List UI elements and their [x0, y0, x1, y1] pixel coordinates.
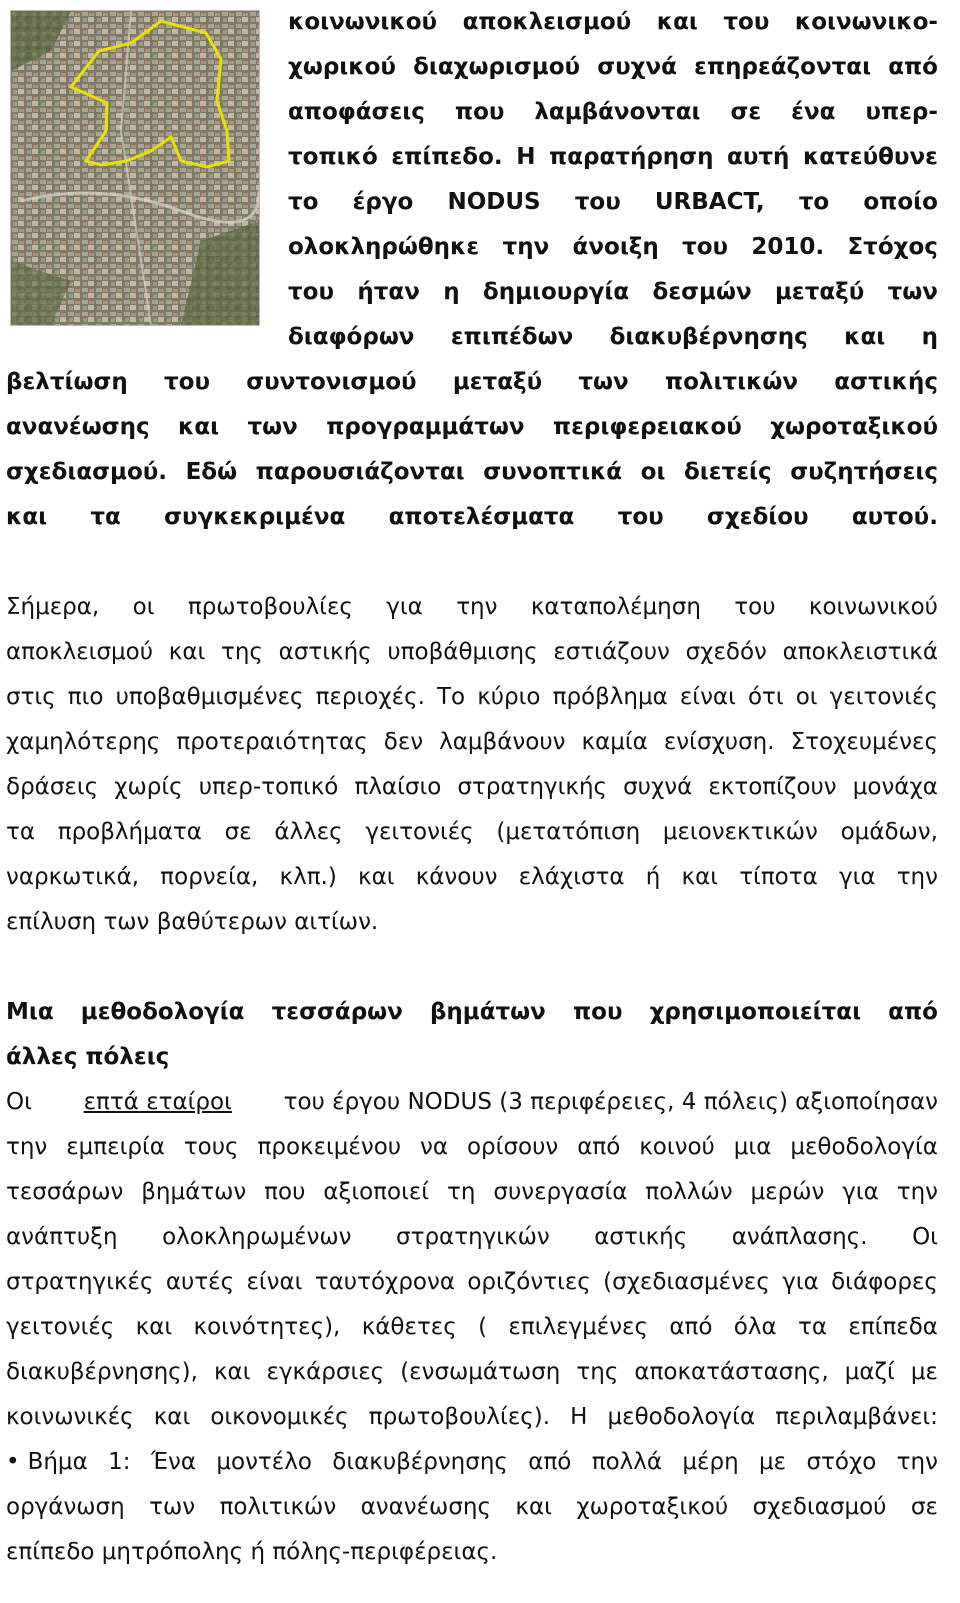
- text-line: [6, 495, 938, 540]
- heading-line: [6, 990, 938, 1035]
- line-text: διαφόρων επιπέδων διακυβέρνησης και η: [288, 324, 938, 350]
- line-text: στρατηγικές αυτές είναι ταυτόχρονα οριζόντιες (σχεδιασμένες για διάφορες: [6, 1269, 938, 1295]
- line-text: χωρικού διαχωρισμού συχνά επηρεάζονται από: [288, 54, 938, 80]
- heading-text: άλλες πόλεις: [6, 1044, 170, 1070]
- text-line: [6, 360, 938, 405]
- text-line: [288, 180, 938, 225]
- text-line: [288, 0, 938, 45]
- line-text: στις πιο υποβαθμισμένες περιοχές. Το κύριο πρόβλημα είναι ότι οι γειτονιές: [6, 684, 938, 710]
- line-text: ολοκληρώθηκε την άνοιξη του 2010. Στόχος: [288, 234, 938, 260]
- text-line: [6, 765, 938, 810]
- line-text: Σήμερα, οι πρωτοβουλίες για την καταπολέμηση του κοινωνικού: [6, 594, 938, 620]
- text-line: [6, 1305, 938, 1350]
- line-text: επίλυση των βαθύτερων αιτίων.: [6, 909, 379, 935]
- heading-line: [6, 1035, 938, 1080]
- spacer: [6, 540, 938, 585]
- line-text: βελτίωση του συντονισμού μεταξύ των πολιτικών αστικής: [6, 369, 938, 395]
- line-text: αποφάσεις που λαμβάνονται σε ένα υπερ-: [288, 99, 938, 125]
- text-line: [6, 1125, 938, 1170]
- line-text: αποκλεισμού και της αστικής υποβάθμισης εστιάζουν σχεδόν αποκλειστικά: [6, 639, 938, 665]
- line-text: δράσεις χωρίς υπερ-τοπικό πλαίσιο στρατηγικής συχνά εκτοπίζουν μονάχα: [6, 774, 938, 800]
- heading-text: Μια μεθοδολογία τεσσάρων βημάτων που χρησιμοποιείται από: [6, 999, 938, 1025]
- text-line: [6, 855, 938, 900]
- line-text: ανάπτυξη ολοκληρωμένων στρατηγικών αστικής ανάπλασης. Οι: [6, 1224, 938, 1250]
- line-text: τεσσάρων βημάτων που αξιοποιεί τη συνεργασία πολλών μερών για την: [6, 1179, 938, 1205]
- line-text: τοπικό επίπεδο. Η παρατήρηση αυτή κατεύθυνε: [288, 144, 938, 170]
- line-text: του ήταν η δημιουργία δεσμών μεταξύ των: [288, 279, 938, 305]
- text-line: [6, 675, 938, 720]
- text-line: [288, 45, 938, 90]
- paragraph-today: [6, 585, 938, 945]
- text-line: [288, 90, 938, 135]
- bullet-icon: •: [6, 1449, 20, 1475]
- text-line: [6, 1485, 938, 1530]
- line-text: διακυβέρνησης), και εγκάρσιες (ενσωμάτωση της αποκατάστασης, μαζί με: [6, 1359, 938, 1385]
- line-text: και τα συγκεκριμένα αποτελέσματα του σχεδίου αυτού.: [6, 504, 938, 530]
- line-text: χαμηλότερης προτεραιότητας δεν λαμβάνουν καμία ενίσχυση. Στοχευμένες: [6, 729, 938, 755]
- section-heading: [6, 990, 938, 1080]
- text-line: [288, 135, 938, 180]
- text-line: [6, 900, 938, 945]
- text-line: [6, 720, 938, 765]
- line-text: σχεδιασμού. Εδώ παρουσιάζονται συνοπτικά οι διετείς συζητήσεις: [6, 459, 938, 485]
- line-text: κοινωνικού αποκλεισμού και του κοινωνικο-: [288, 9, 938, 35]
- partners-link[interactable]: επτά εταίροι: [83, 1089, 232, 1115]
- text-line: [6, 450, 938, 495]
- text-line: [6, 1260, 938, 1305]
- text-line: [6, 1350, 938, 1395]
- line-text: επίπεδο μητρόπολης ή πόλης-περιφέρειας.: [6, 1539, 498, 1565]
- text-line: [6, 1080, 938, 1125]
- line-text: Βήμα 1: Ένα μοντέλο διακυβέρνησης από πολλά μέρη με στόχο την: [27, 1449, 938, 1475]
- line-text: Οι: [6, 1089, 32, 1115]
- text-line: [6, 405, 938, 450]
- text-line: [6, 630, 938, 675]
- text-line: [6, 1530, 938, 1575]
- spacer: [6, 945, 938, 990]
- line-text: το έργο NODUS του URBACT, το οποίο: [288, 189, 938, 215]
- line-text: γειτονιές και κοινότητες), κάθετες ( επιλεγμένες από όλα τα επίπεδα: [6, 1314, 938, 1340]
- line-text: ναρκωτικά, πορνεία, κλπ.) και κάνουν ελάχιστα ή και τίποτα για την: [6, 864, 938, 890]
- text-line: [6, 1215, 938, 1260]
- line-text: τα προβλήματα σε άλλες γειτονιές (μετατόπιση μειονεκτικών ομάδων,: [6, 819, 938, 845]
- text-line: [6, 1170, 938, 1215]
- text-line: [6, 1440, 938, 1485]
- document-page: [6, 0, 938, 1575]
- text-line: [288, 225, 938, 270]
- text-line: [6, 1395, 938, 1440]
- text-line: [6, 810, 938, 855]
- line-text: οργάνωση των πολιτικών ανανέωσης και χωροταξικού σχεδιασμού σε: [6, 1494, 938, 1520]
- line-text: ανανέωσης και των προγραμμάτων περιφερειακού χωροταξικού: [6, 414, 938, 440]
- paragraph-methodology: [6, 1080, 938, 1440]
- line-text: κοινωνικές και οικονομικές πρωτοβουλίες). Η μεθοδολογία περιλαμβάνει:: [6, 1404, 938, 1430]
- text-line: [288, 315, 938, 360]
- text-line: [6, 585, 938, 630]
- paragraph-intro: [6, 0, 938, 540]
- line-text: του έργου NODUS (3 περιφέρειες, 4 πόλεις) αξιοποίησαν: [283, 1089, 938, 1115]
- text-line: [288, 270, 938, 315]
- line-text: την εμπειρία τους προκειμένου να ορίσουν από κοινού μια μεθοδολογία: [6, 1134, 938, 1160]
- bullet-step-1: [6, 1440, 938, 1575]
